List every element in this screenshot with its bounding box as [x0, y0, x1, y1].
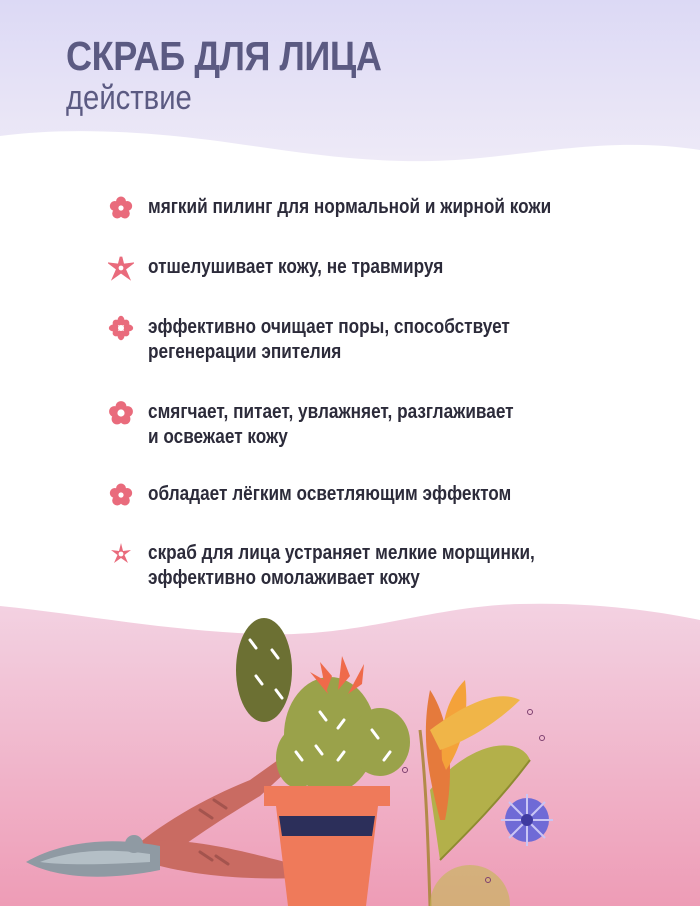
flower-icon: [108, 400, 134, 426]
tropical-plant-icon: [403, 680, 554, 906]
benefit-text: обладает лёгким осветляющим эффектом: [148, 483, 512, 505]
flower-icon: [108, 541, 134, 567]
benefit-text: отшелушивает кожу, не травмируя: [148, 256, 444, 278]
benefit-text: скраб для лица устраняет мелкие морщинки, эффективно омолаживает кожу: [148, 542, 535, 589]
page-title: СКРАБ ДЛЯ ЛИЦА: [66, 33, 382, 79]
flower-icon: [108, 482, 134, 508]
flower-pot-icon: [264, 786, 390, 906]
benefit-text: эффективно очищает поры, способствует регенерации эпителия: [148, 316, 510, 363]
pruning-shears-icon: [26, 759, 302, 878]
cactus-icon: [236, 618, 410, 793]
flower-icon: [108, 315, 134, 341]
benefit-text: смягчает, питает, увлажняет, разглаживает и освежает кожу: [148, 401, 514, 448]
page-subtitle: действие: [66, 79, 192, 117]
plants-illustration: [0, 600, 700, 906]
benefit-text: мягкий пилинг для нормальной и жирной кожи: [148, 196, 552, 218]
flower-icon: [108, 195, 134, 221]
flower-icon: [108, 255, 134, 281]
